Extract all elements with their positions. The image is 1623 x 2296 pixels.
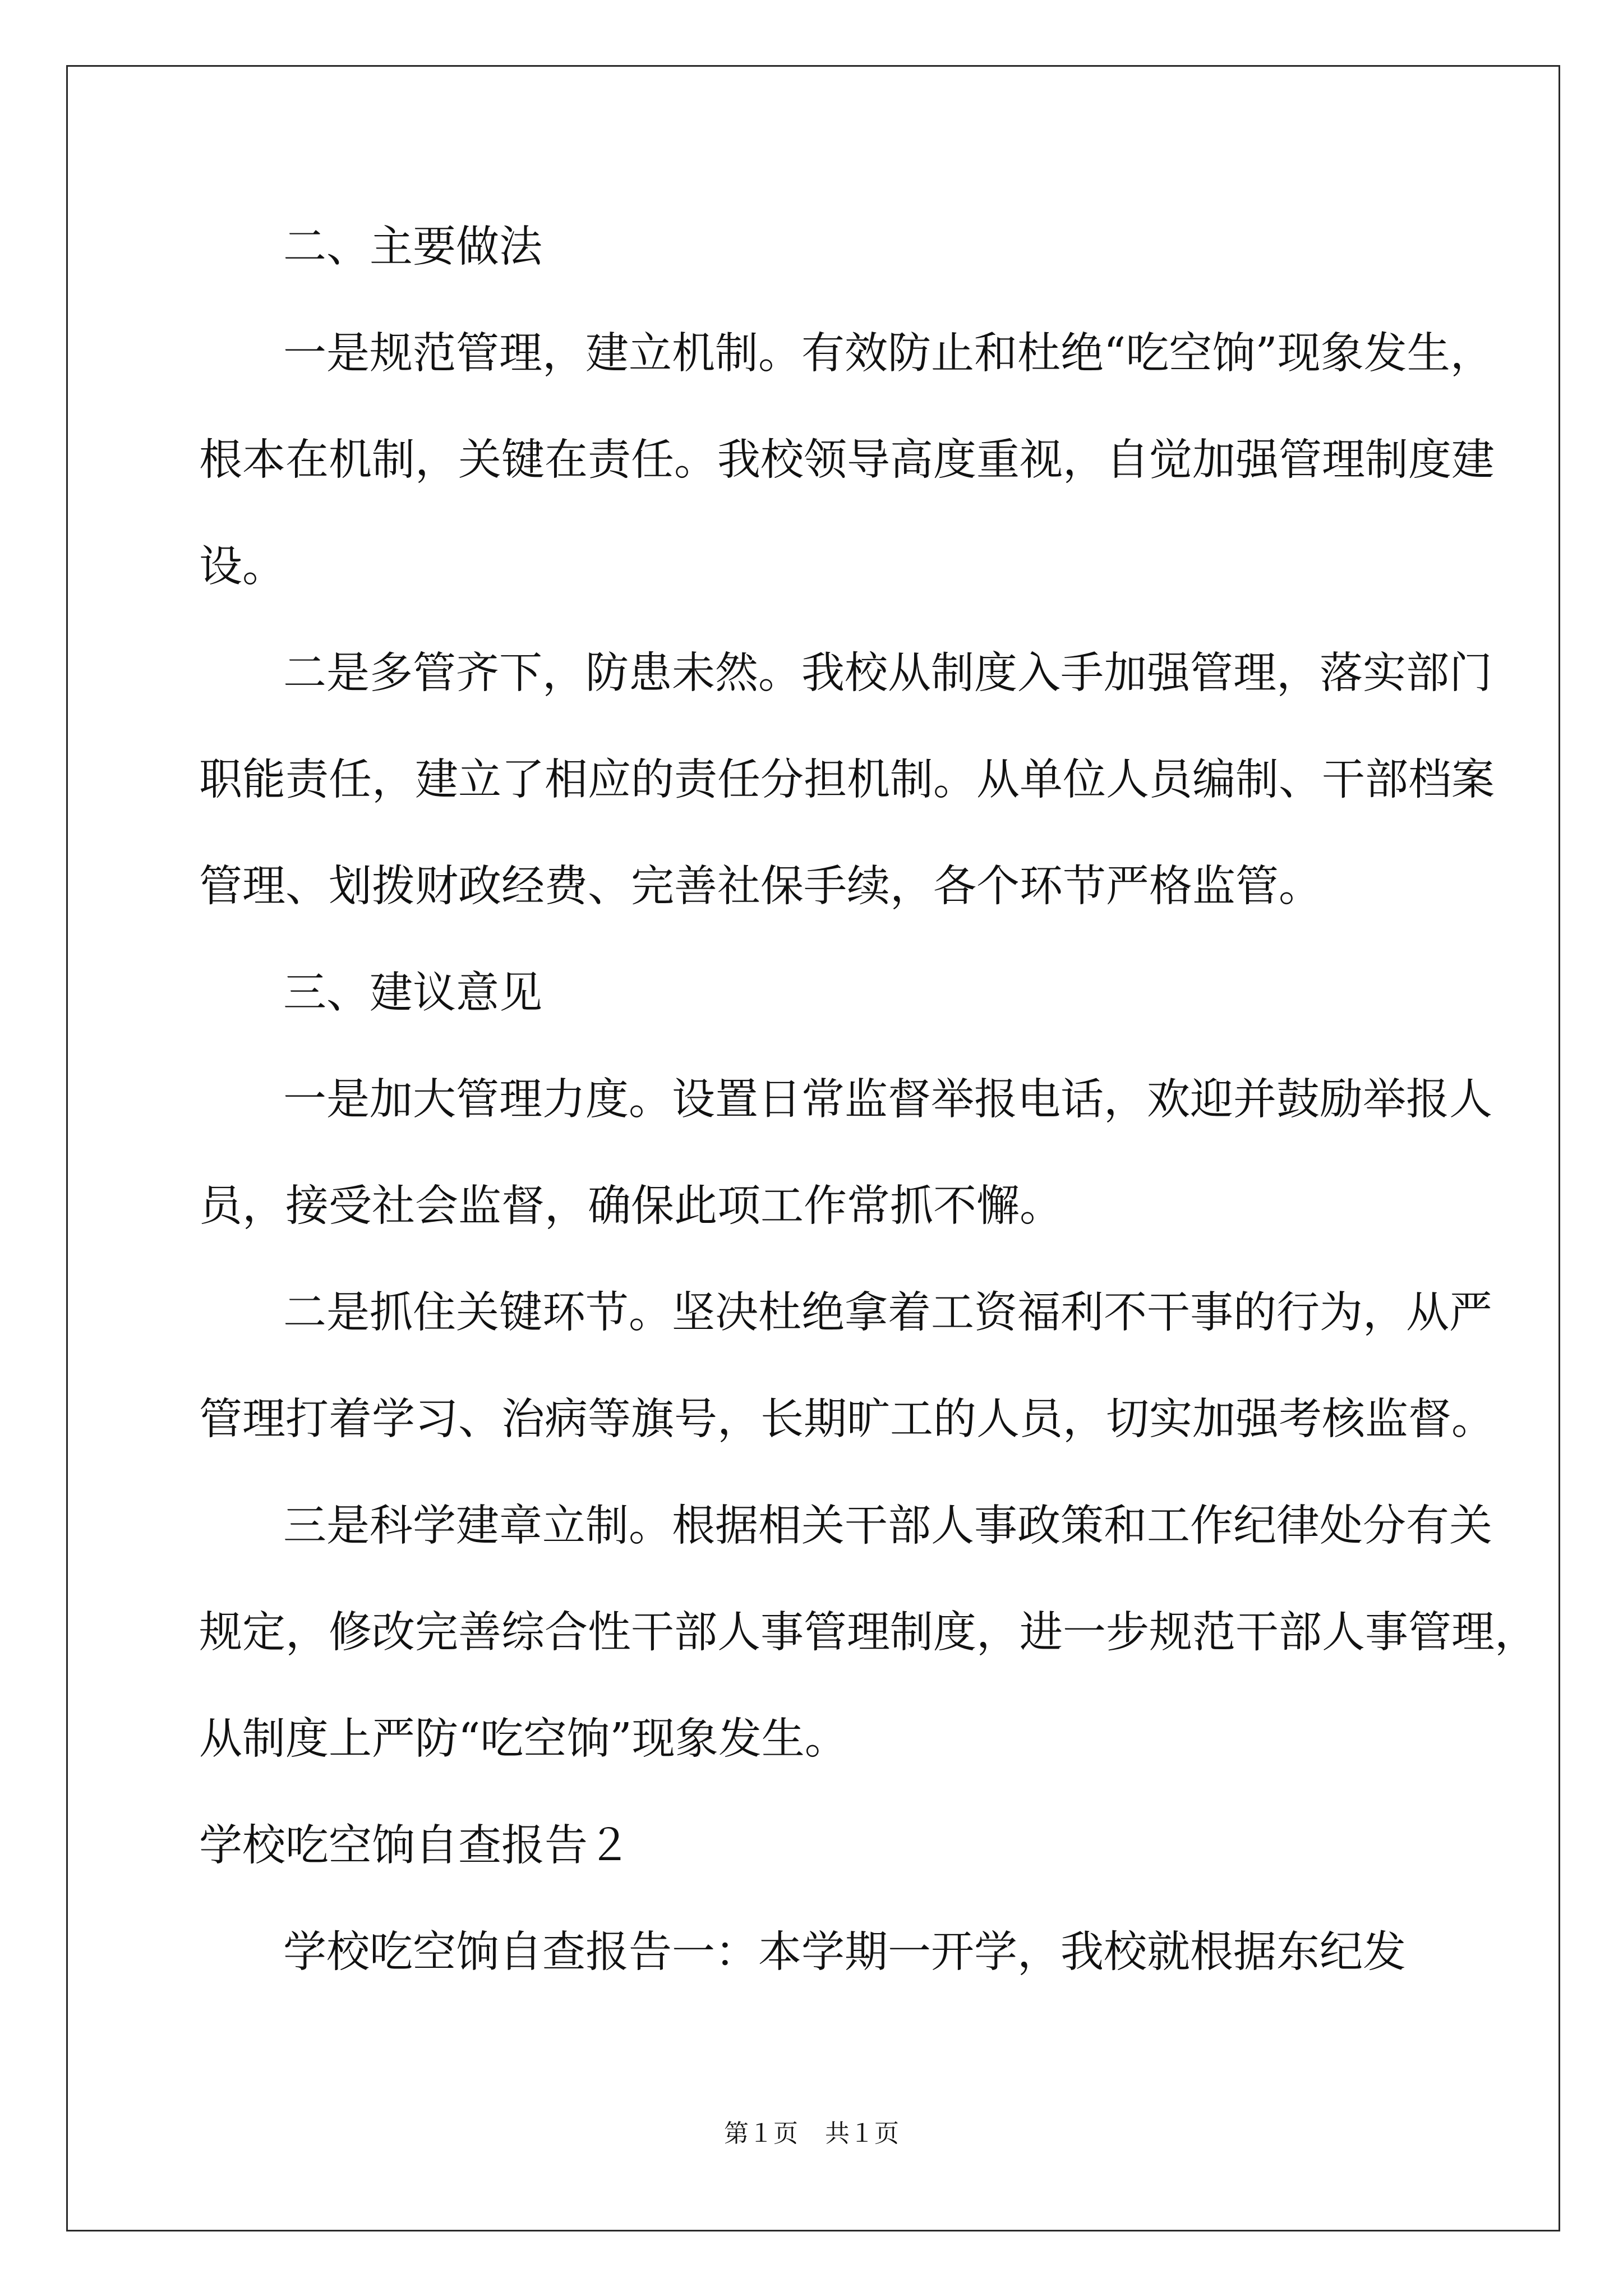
paragraph-line: 三是科学建章立制。根据相关干部人事政策和工作纪律处分有关 xyxy=(283,1501,1492,1551)
page-footer xyxy=(0,2119,1623,2148)
paragraph-line: 二是多管齐下，防患未然。我校从制度入手加强管理，落实部门 xyxy=(283,648,1492,698)
page-total: 共１页 xyxy=(825,2119,899,2148)
paragraph-line: 规定，修改完善综合性干部人事管理制度，进一步规范干部人事管理， xyxy=(199,1608,1538,1658)
paragraph-line: 二是抓住关键环节。坚决杜绝拿着工资福利不干事的行为，从严 xyxy=(283,1288,1492,1338)
paragraph-line: 职能责任，建立了相应的责任分担机制。从单位人员编制、干部档案 xyxy=(199,755,1495,805)
section-heading-suggestions: 三、建议意见 xyxy=(283,968,542,1018)
paragraph-line: 管理、划拨财政经费、完善社保手续，各个环节严格监管。 xyxy=(199,862,1322,912)
paragraph-line: 设。 xyxy=(199,542,285,592)
page-number: 第１页 xyxy=(724,2119,798,2148)
paragraph-line: 学校吃空饷自查报告一：本学期一开学，我校就根据东纪发 xyxy=(283,1927,1406,1977)
paragraph-line: 一是加大管理力度。设置日常监督举报电话，欢迎并鼓励举报人 xyxy=(283,1075,1492,1125)
page-border xyxy=(66,65,1560,2231)
paragraph-line: 一是规范管理，建立机制。有效防止和杜绝“吃空饷”现象发生， xyxy=(283,329,1493,379)
section-heading-main-practices: 二、主要做法 xyxy=(283,222,542,272)
paragraph-line: 员，接受社会监督，确保此项工作常抓不懈。 xyxy=(199,1181,1063,1231)
paragraph-line: 根本在机制，关键在责任。我校领导高度重视，自觉加强管理制度建 xyxy=(199,435,1495,485)
paragraph-line: 从制度上严防“吃空饷”现象发生。 xyxy=(199,1714,848,1764)
paragraph-line: 管理打着学习、治病等旗号，长期旷工的人员，切实加强考核监督。 xyxy=(199,1395,1495,1444)
report-title: 学校吃空饷自查报告２ xyxy=(199,1821,631,1871)
